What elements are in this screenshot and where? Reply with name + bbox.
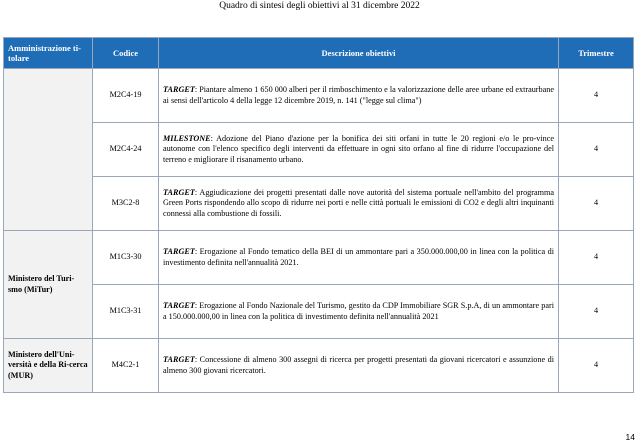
table-row — [4, 339, 634, 393]
table-header-row — [4, 38, 634, 69]
quarter-cell: 4 — [559, 177, 634, 231]
code-cell: M4C2-1 — [93, 339, 159, 393]
admin-cell: Ministero dell'Uni-versità e della Ri-cerca (MUR) — [4, 339, 93, 393]
quarter-cell: 4 — [559, 285, 634, 339]
code-cell: M2C4-24 — [93, 123, 159, 177]
description-cell — [159, 339, 559, 393]
quarter-cell: 4 — [559, 123, 634, 177]
table-row — [4, 177, 634, 231]
header-code: Codice — [93, 38, 159, 69]
objective-text: : Erogazione al Fondo Nazionale del Turismo, gestito da CDP Immobiliare SGR S.p.A, di un ammontare pari a 150.000.000,00 in linea con la politica di investimento definita nell'annualità 2021 — [163, 301, 554, 321]
code-cell: M1C3-30 — [93, 231, 159, 285]
objective-text: : Aggiudicazione dei progetti presentati dalle nove autorità del sistema portuale nell'ambito del programma Green Ports rispondendo allo scopo di ridurre nei porti e nelle città portuali le emissioni di CO2 e degli altri inquinanti connessi alla combustione di fossili. — [163, 187, 554, 218]
description-cell — [159, 177, 559, 231]
objective-kind: TARGET — [163, 187, 195, 197]
description-cell — [159, 123, 559, 177]
code-cell: M2C4-19 — [93, 69, 159, 123]
quarter-cell: 4 — [559, 339, 634, 393]
objective-text: : Adozione del Piano d'azione per la bonifica dei siti orfani in tutte le 20 regioni e/o le pro-vince autonome con l'elenco specifico degli interventi da effettuare in ogni sito orfano al fine di ridurre l'occupazione del terreno e migliorare il risanamento urbano. — [163, 133, 554, 164]
objective-text: : Piantare almeno 1 650 000 alberi per il rimboschimento e la valorizzazione delle aree urbane ed extraurbane ai sensi dell'articolo 4 della legge 12 dicembre 2019, n. 141 ("legge sul clima") — [163, 85, 554, 105]
objective-kind: TARGET — [163, 355, 195, 365]
objective-text: : Erogazione al Fondo tematico della BEI di un ammontare pari a 350.000.000,00 in linea con la politica di investimento definita nell'annualità 2021. — [163, 247, 554, 267]
page-title: Quadro di sintesi degli obiettivi al 31 dicembre 2022 — [219, 1, 420, 11]
code-cell: M3C2-8 — [93, 177, 159, 231]
objective-kind: TARGET — [163, 301, 195, 311]
description-cell — [159, 231, 559, 285]
objective-kind: TARGET — [163, 247, 195, 257]
objective-text: : Concessione di almeno 300 assegni di ricerca per progetti presentati da giovani ricercatori e assunzione di almeno 300 giovani ricercatori. — [163, 355, 554, 375]
table-row — [4, 285, 634, 339]
objectives-table — [3, 37, 634, 393]
table-row — [4, 123, 634, 177]
code-cell: M1C3-31 — [93, 285, 159, 339]
objective-kind: TARGET — [163, 85, 195, 95]
header-quarter: Trimestre — [559, 38, 634, 69]
header-admin: Amministrazione ti-tolare — [4, 38, 93, 69]
table-row — [4, 69, 634, 123]
table-row — [4, 231, 634, 285]
quarter-cell: 4 — [559, 231, 634, 285]
page-number: 14 — [625, 432, 635, 442]
objective-kind: MILESTONE — [163, 133, 211, 143]
description-cell — [159, 285, 559, 339]
quarter-cell: 4 — [559, 69, 634, 123]
admin-cell — [4, 69, 93, 231]
header-description: Descrizione obiettivi — [159, 38, 559, 69]
admin-cell: Ministero del Turi-smo (MiTur) — [4, 231, 93, 339]
description-cell — [159, 69, 559, 123]
